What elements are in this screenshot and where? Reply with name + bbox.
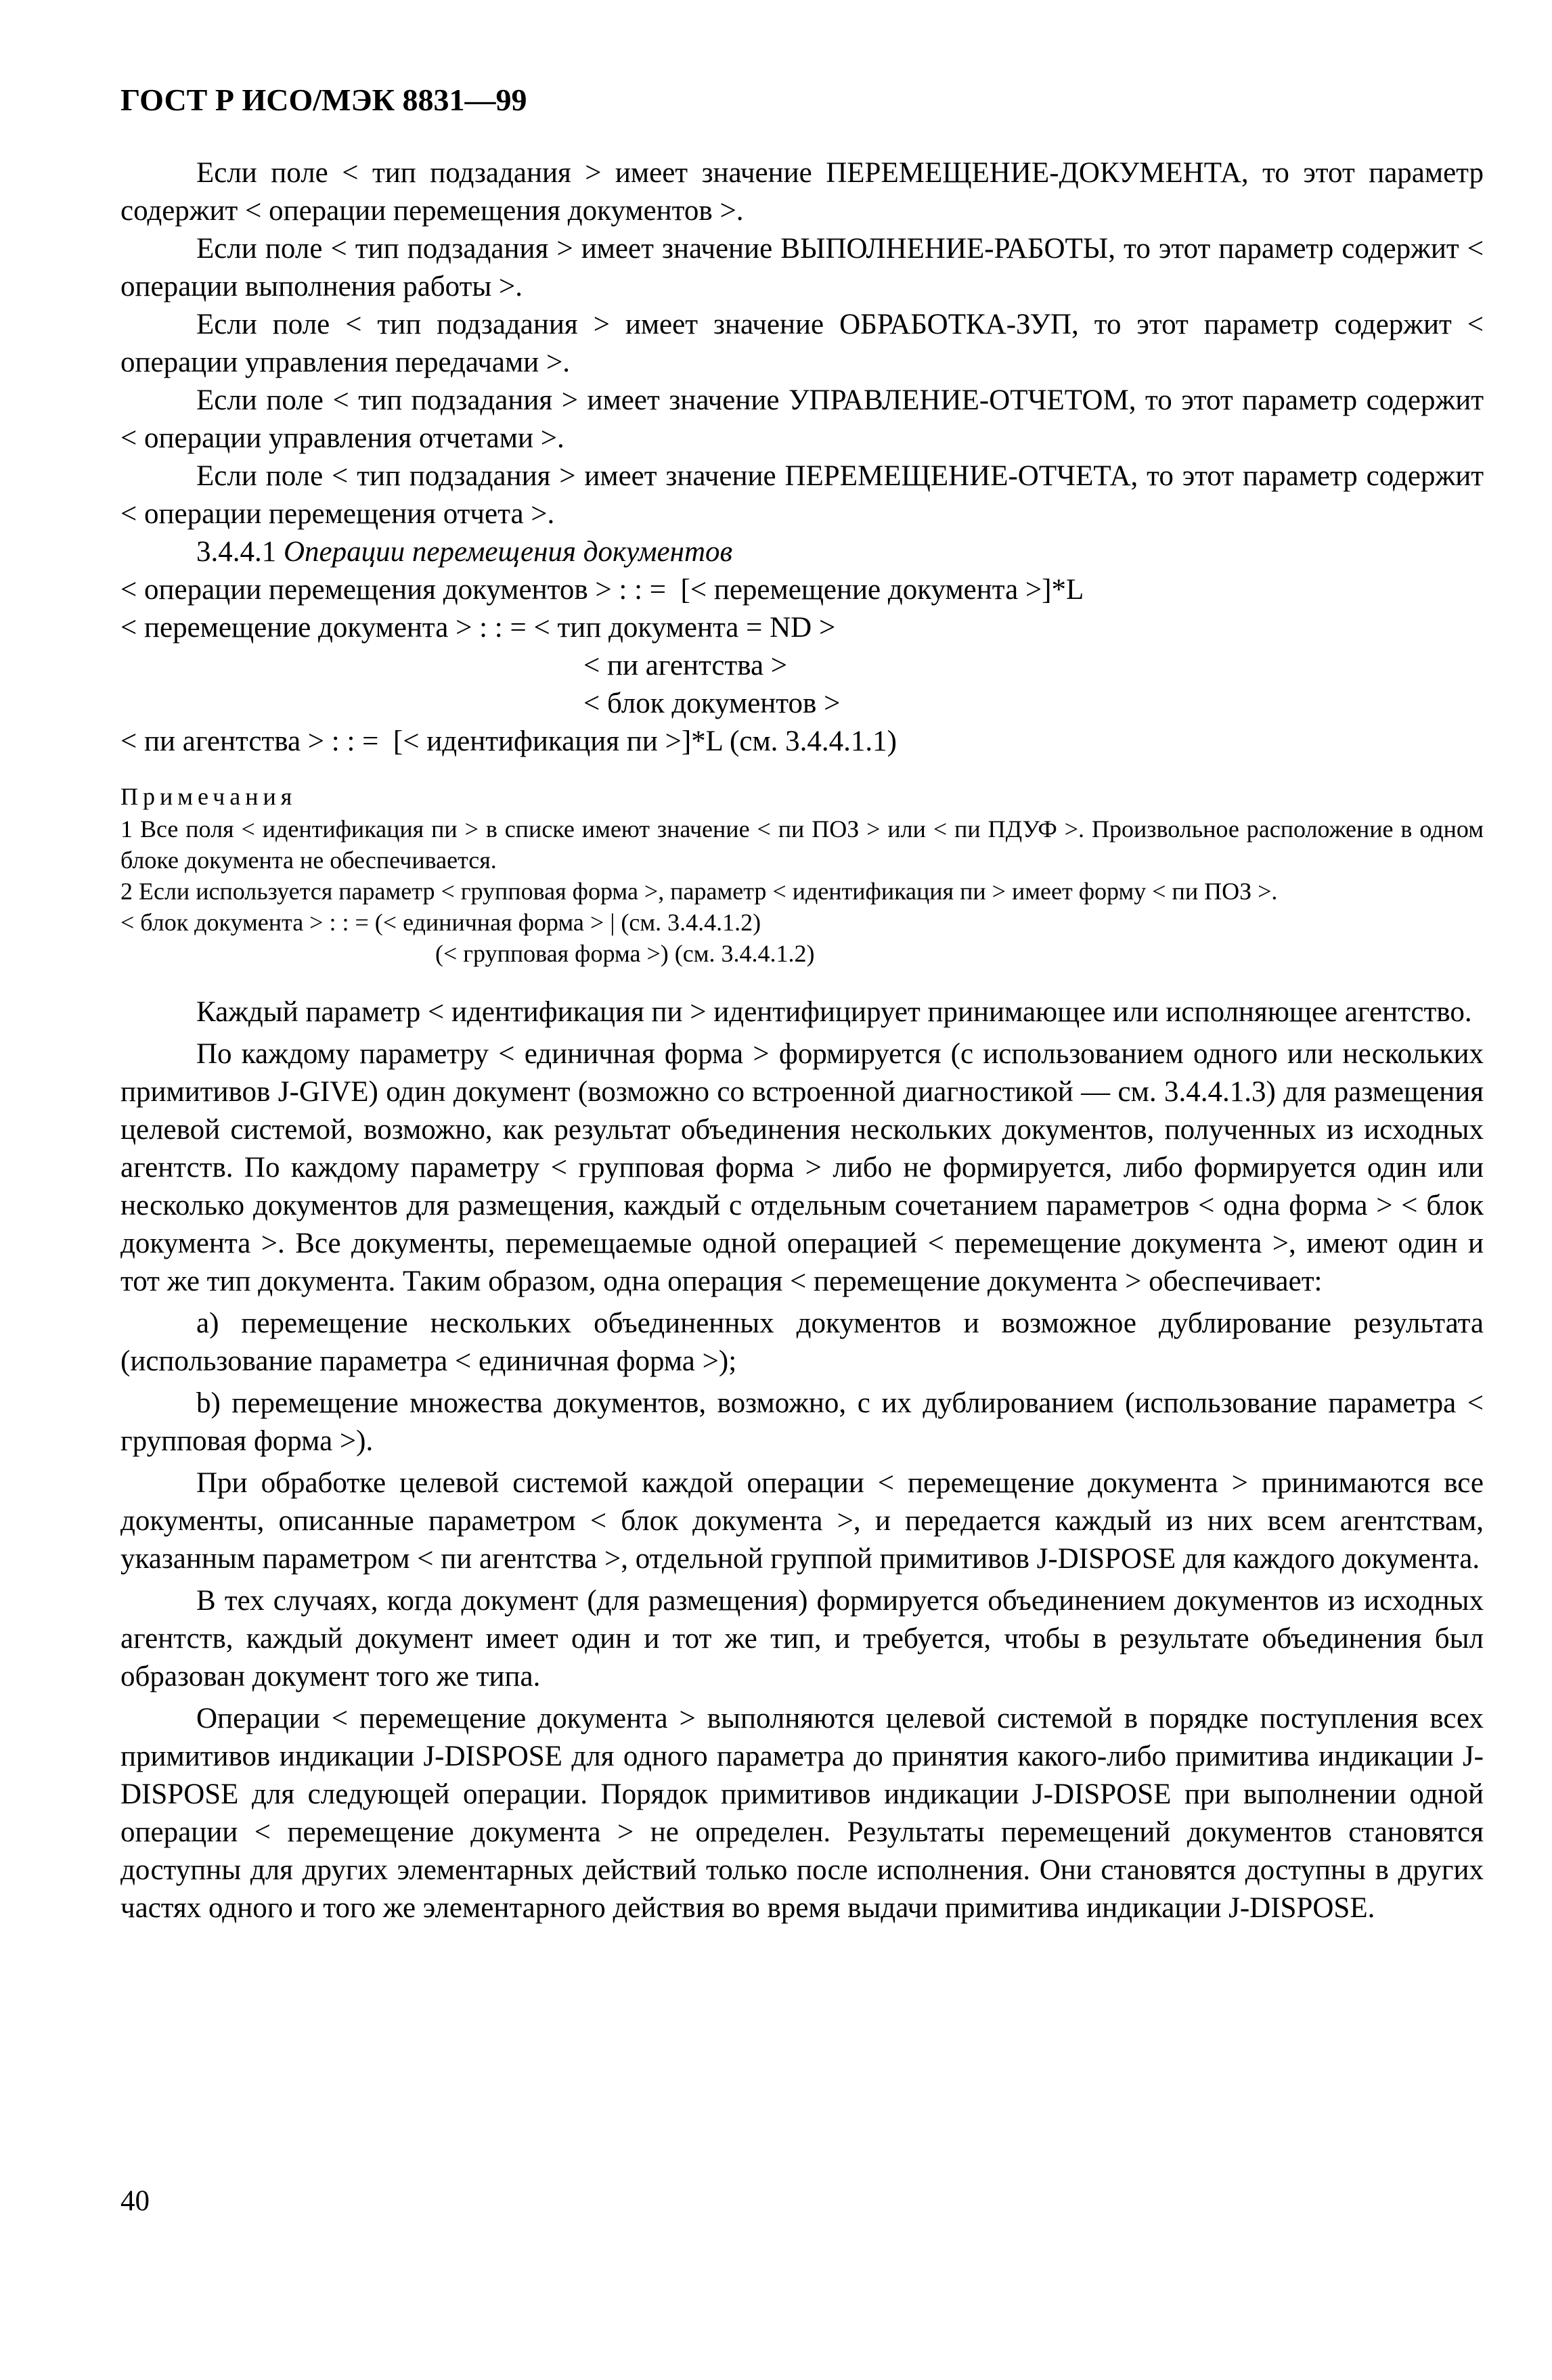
paragraph-top-3: Если поле < тип подзадания > имеет значение ОБРАБОТКА-ЗУП, то этот параметр содержит < операции управления передачами >.: [120, 309, 1484, 378]
bnf-line-1: < операции перемещения документов > : : = [< перемещение документа >]*L: [120, 574, 1084, 606]
section-heading: [120, 533, 1484, 571]
notes-bnf-line-2: (< групповая форма >) (см. 3.4.4.1.2): [435, 940, 815, 967]
paragraph-bottom-2: По каждому параметру < единичная форма > формируется (с использованием одного или нескольких примитивов J-GIVE) один документ (возможно со встроенной диагностикой — см. 3.4.4.1.3) для размещения целевой системой, возможно, как результат объединения нескольких документов, полученных из исходных агентств. По каждому параметру < групповая форма > либо не формируется, либо формируется один или несколько документов для размещения, каждый с отдельным сочетанием параметров < одна форма > < блок документа >. Все документы, перемещаемые одной операцией < перемещение документа >, имеют один и тот же тип документа. Таким образом, одна операция < перемещение документа > обеспечивает:: [120, 1038, 1484, 1297]
paragraph-bottom-4: b) перемещение множества документов, возможно, с их дублированием (использование параметра < групповая форма >).: [120, 1387, 1484, 1457]
paragraph-top-2: Если поле < тип подзадания > имеет значение ВЫПОЛНЕНИЕ-РАБОТЫ, то этот параметр содержит < операции выполнения работы >.: [120, 233, 1484, 302]
note-item-2: 2 Если используется параметр < групповая форма >, параметр < идентификация пи > имеет форму < пи ПОЗ >.: [120, 878, 1278, 905]
note-item-1: 1 Все поля < идентификация пи > в списке имеют значение < пи ПОЗ > или < пи ПДУФ >. Произвольное расположение в одном блоке документа не обеспечивается.: [120, 815, 1484, 874]
notes-block: [120, 781, 1484, 969]
section-number: 3.4.4.1: [196, 536, 277, 568]
paragraph-bottom-7: Операции < перемещение документа > выполняются целевой системой в порядке поступления всех примитивов индикации J-DISPOSE для одного параметра до принятия какого-либо примитива индикации J-DISPOSE для следующей операции. Порядок примитивов индикации J-DISPOSE при выполнении одной операции < перемещение документа > не определен. Результаты перемещений документов становятся доступны для других элементарных действий только после исполнения. Они становятся доступны в других частях одного и того же элементарного действия во время выдачи примитива индикации J-DISPOSE.: [120, 1703, 1484, 1924]
bnf-line-5: < пи агентства > : : = [< идентификация пи >]*L (см. 3.4.4.1.1): [120, 725, 897, 757]
paragraph-bottom-1: Каждый параметр < идентификация пи > идентифицирует принимающее или исполняющее агентство.: [196, 996, 1472, 1028]
paragraph-top-5: Если поле < тип подзадания > имеет значение ПЕРЕМЕЩЕНИЕ-ОТЧЕТА, то этот параметр содержит < операции перемещения отчета >.: [120, 460, 1484, 530]
bnf-line-4: < блок документов >: [583, 688, 841, 719]
bnf-line-3: < пи агентства >: [583, 650, 788, 681]
paragraph-top-4: Если поле < тип подзадания > имеет значение УПРАВЛЕНИЕ-ОТЧЕТОМ, то этот параметр содержит < операции управления отчетами >.: [120, 384, 1484, 454]
paragraph-bottom-6: В тех случаях, когда документ (для размещения) формируется объединением документов из исходных агентств, каждый документ имеет один и тот же тип, и требуется, чтобы в результате объединения был образован документ того же типа.: [120, 1585, 1484, 1692]
paragraph-bottom-5: При обработке целевой системой каждой операции < перемещение документа > принимаются все документы, описанные параметром < блок документа >, и передается каждый из них всем агентствам, указанным параметром < пи агентства >, отдельной группой примитивов J-DISPOSE для каждого документа.: [120, 1467, 1484, 1575]
paragraph-bottom-3: а) перемещение нескольких объединенных документов и возможное дублирование результата (использование параметра < единичная форма >);: [120, 1307, 1484, 1377]
section-title: Операции перемещения документов: [284, 536, 733, 568]
notes-bnf-line-1: < блок документа > : : = (< единичная форма > | (см. 3.4.4.1.2): [120, 909, 761, 936]
document-page: [120, 80, 1484, 1927]
bnf-line-2: < перемещение документа > : : = < тип документа = ND >: [120, 612, 836, 644]
paragraph-top-1: Если поле < тип подзадания > имеет значение ПЕРЕМЕЩЕНИЕ-ДОКУМЕНТА, то этот параметр содержит < операции перемещения документов >.: [120, 157, 1484, 227]
notes-title: Примечания: [120, 783, 297, 810]
document-header: ГОСТ Р ИСО/МЭК 8831—99: [120, 83, 527, 117]
page-number: 40: [120, 2185, 150, 2217]
